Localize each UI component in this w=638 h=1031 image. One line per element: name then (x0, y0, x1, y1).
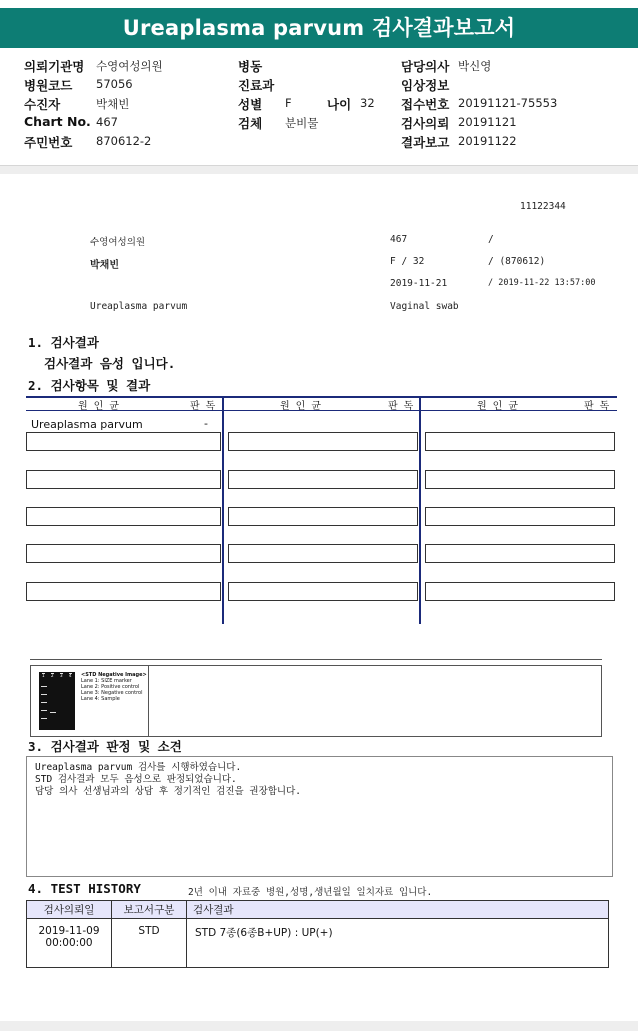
report-date-label: 결과보고 (401, 135, 450, 150)
ward-label: 병동 (238, 59, 263, 74)
gel-image-panel (30, 665, 602, 737)
report-title: Ureaplasma parvum 검사결과보고서 (0, 8, 638, 48)
doc-clinic: 수영여성의원 (90, 237, 146, 248)
gel-band (41, 710, 47, 711)
gel-band (50, 712, 56, 713)
result-cell (425, 582, 615, 601)
item-name: Ureaplasma parvum (31, 418, 143, 431)
receipt-no-label: 접수번호 (401, 97, 450, 112)
doc-request-date: 2019-11-21 (390, 278, 448, 289)
section1-result: 검사결과 음성 입니다. (44, 356, 176, 371)
specimen-label: 검체 (238, 116, 263, 131)
history-col-result: 검사결과 (187, 901, 609, 919)
result-cell (425, 544, 615, 563)
result-cell (26, 507, 221, 526)
doc-chart: 467 (390, 234, 408, 245)
dept-label: 진료과 (238, 78, 275, 93)
col-judge-1: 판 독 (190, 401, 216, 412)
doc-specimen: Vaginal swab (390, 301, 459, 312)
doctor-label: 담당의사 (401, 59, 450, 74)
history-date-cell (27, 919, 112, 968)
gel-band (41, 718, 47, 719)
history-note: 2년 이내 자료중 병원,성명,생년월일 일치자료 입니다. (188, 887, 433, 898)
gel-band (41, 702, 47, 703)
report-document (0, 174, 638, 1021)
chart-no-value: 467 (96, 115, 118, 129)
report-date-value: 20191122 (458, 134, 517, 148)
resident-no-label: 주민번호 (24, 135, 73, 150)
doc-birth: / (870612) (488, 256, 546, 267)
clinical-info-label: 임상정보 (401, 78, 450, 93)
resident-no-value: 870612-2 (96, 134, 152, 148)
gel-image-frame (31, 666, 149, 736)
gel-caption-line: Lane 1: SIZE marker (81, 678, 132, 684)
age-label: 나이 (327, 97, 352, 112)
doc-slash: / (488, 234, 494, 245)
gel-lane-label: 3 (60, 673, 63, 678)
doc-report-datetime: / 2019-11-22 13:57:00 (488, 278, 596, 288)
history-result: STD 7종(6종B+UP) : UP(+) (187, 919, 609, 968)
history-header-row (27, 901, 609, 919)
section-divider (0, 166, 638, 174)
result-cell (425, 507, 615, 526)
col-pathogen-1: 원 인 균 (78, 401, 120, 412)
gel-lane-label: 4 (69, 673, 72, 678)
gel-caption-title: <STD Negative Image> (81, 672, 147, 678)
result-cell (26, 432, 221, 451)
doc-code: 11122344 (520, 201, 566, 212)
result-cell (26, 544, 221, 563)
result-cell (228, 544, 418, 563)
col-judge-3: 판 독 (584, 401, 610, 412)
history-date: 2019-11-09 (38, 925, 100, 937)
gel-caption (81, 672, 147, 702)
result-cell (425, 470, 615, 489)
history-type: STD (112, 919, 187, 968)
opinion-line: Ureaplasma parvum 검사를 시행하였습니다. (35, 762, 242, 773)
section2-title: 2. 검사항목 및 결과 (28, 378, 151, 393)
sex-label: 성별 (238, 97, 263, 112)
age-value: 32 (360, 96, 375, 110)
gel-band (41, 694, 47, 695)
result-cell (228, 432, 418, 451)
doc-sex-age: F / 32 (390, 256, 425, 267)
opinion-line: STD 검사결과 모두 음성으로 판정되었습니다. (35, 774, 237, 785)
result-grid-divider-2 (419, 396, 421, 624)
gel-top-rule (30, 659, 602, 660)
hospital-code-value: 57056 (96, 77, 133, 91)
section3-title: 3. 검사결과 판정 및 소견 (28, 739, 182, 754)
history-table (26, 900, 609, 968)
history-time: 00:00:00 (45, 937, 93, 949)
result-cell (26, 582, 221, 601)
report-header (0, 48, 638, 166)
section4-title: 4. TEST HISTORY (28, 881, 141, 896)
gel-lane-label: 2 (51, 673, 54, 678)
result-cell (228, 507, 418, 526)
receipt-no-value: 20191121-75553 (458, 96, 558, 110)
request-date-value: 20191121 (458, 115, 517, 129)
request-date-label: 검사의뢰 (401, 116, 450, 131)
opinion-box (26, 756, 613, 877)
result-cell (228, 582, 418, 601)
hospital-code-label: 병원코드 (24, 78, 73, 93)
table-row[interactable] (27, 919, 609, 968)
chart-no-label: Chart No. (24, 114, 91, 129)
gel-band (41, 686, 47, 687)
gel-lane-label: 1 (42, 673, 45, 678)
section1-title: 1. 검사결과 (28, 335, 99, 350)
doc-patient: 박채빈 (90, 260, 119, 271)
gel-electrophoresis-image (39, 672, 75, 730)
gel-caption-line: Lane 3: Negative control (81, 690, 143, 696)
col-pathogen-3: 원 인 균 (477, 401, 519, 412)
doc-test-name: Ureaplasma parvum (90, 301, 188, 312)
specimen-value: 분비물 (285, 116, 319, 130)
hospital-name-value: 수영여성의원 (96, 59, 163, 73)
history-col-date: 검사의뢰일 (27, 901, 112, 919)
result-cell (228, 470, 418, 489)
doctor-value: 박신영 (458, 59, 492, 73)
hospital-name-label: 의뢰기관명 (24, 59, 85, 74)
gel-caption-line: Lane 4: Sample (81, 696, 120, 702)
result-cell (26, 470, 221, 489)
page-footer (0, 1021, 638, 1031)
sex-value: F (285, 96, 292, 110)
gel-caption-line: Lane 2: Positive control (81, 684, 140, 690)
result-grid-divider-1 (222, 396, 224, 624)
patient-label: 수진자 (24, 97, 61, 112)
col-judge-2: 판 독 (388, 401, 414, 412)
result-cell (425, 432, 615, 451)
opinion-line: 담당 의사 선생님과의 상담 후 정기적인 검진을 권장합니다. (35, 786, 302, 797)
item-result: - (204, 417, 208, 430)
patient-value: 박채빈 (96, 97, 130, 111)
col-pathogen-2: 원 인 균 (280, 401, 322, 412)
history-col-type: 보고서구분 (112, 901, 187, 919)
